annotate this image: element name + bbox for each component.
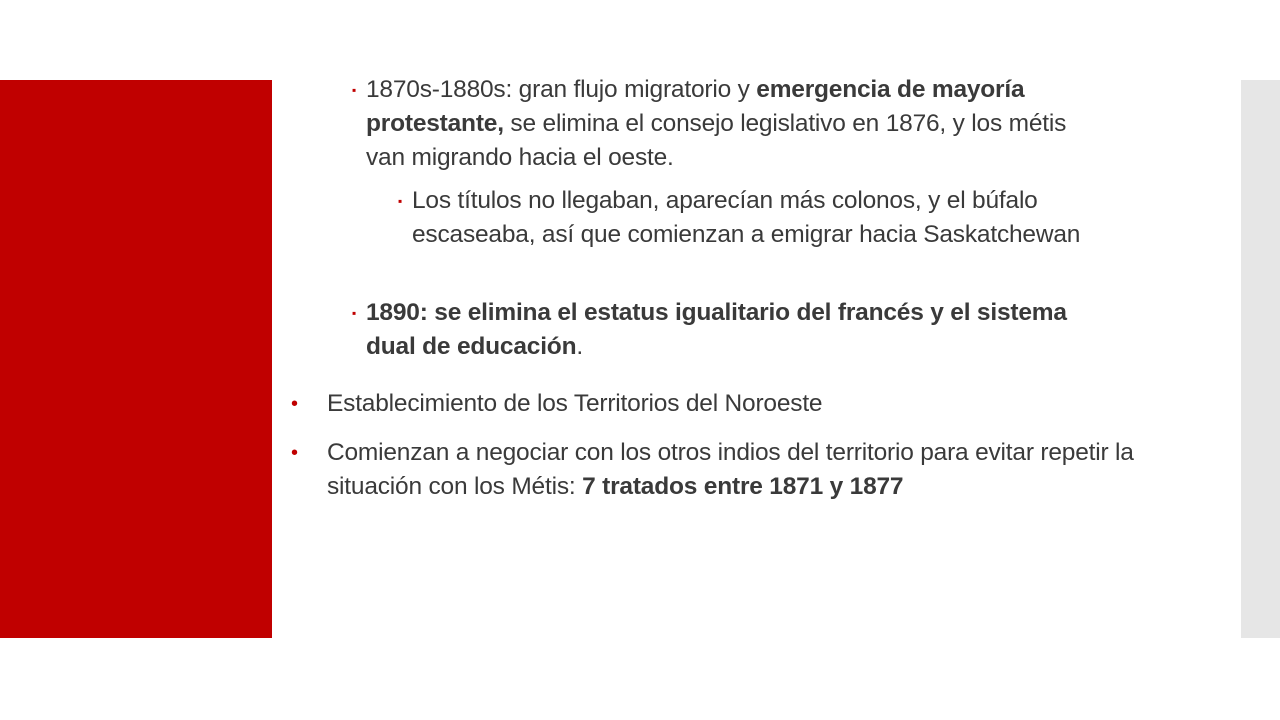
list-item-text: Los títulos no llegaban, aparecían más colonos, y el búfalo escaseaba, así que comienzan a emigrar hacia Saskatchewan: [412, 187, 1081, 248]
list-item-text: Establecimiento de los Territorios del Noroeste: [327, 390, 823, 417]
square-bullet-icon: ▪: [352, 83, 357, 97]
square-bullet-icon: ▪: [398, 194, 403, 208]
round-bullet-icon: •: [291, 442, 298, 464]
list-item: [291, 387, 1157, 421]
list-item: [398, 184, 1112, 252]
square-bullet-icon: ▪: [352, 306, 357, 320]
list-item: [352, 296, 1086, 364]
list-item: [291, 436, 1157, 504]
list-item-text: 1870s-1880s: gran flujo migratorio y emergencia de mayoría protestante, se elimina el consejo legislativo en 1876, y los métis van migrando hacia el oeste.: [366, 76, 1067, 171]
round-bullet-icon: •: [291, 393, 298, 415]
list-item-text: 1890: se elimina el estatus igualitario del francés y el sistema dual de educación.: [366, 299, 1067, 360]
list-item-text: Comienzan a negociar con los otros indios del territorio para evitar repetir la situación con los Métis: 7 tratados entre 1871 y 1877: [327, 439, 1134, 500]
list-item: [352, 73, 1086, 175]
